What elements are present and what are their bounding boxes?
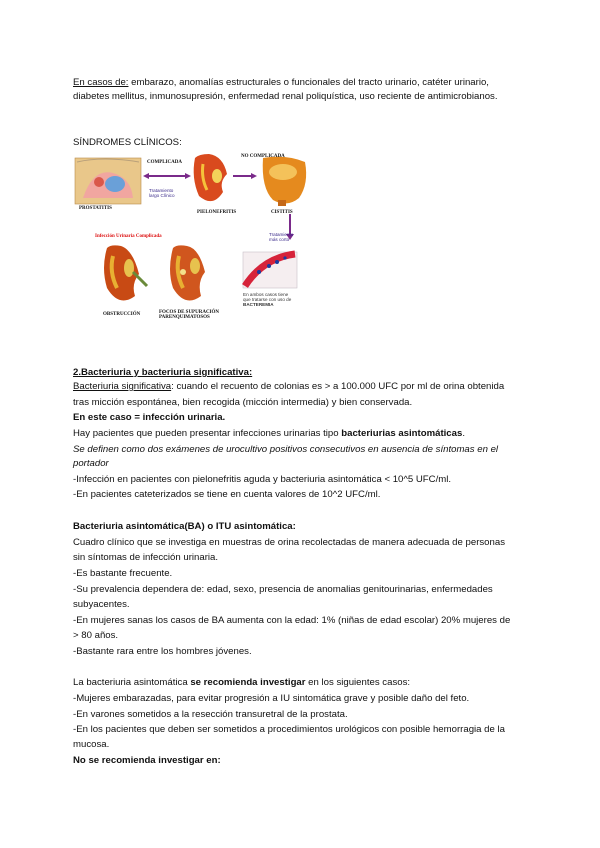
intro-line-1 bbox=[73, 76, 533, 89]
treatment-long-note: Tratamiento largo Clínico bbox=[149, 188, 175, 198]
section2-def-line-2: tras micción espontánea, bien recogida (micción intermedia) y bien conservada. bbox=[73, 397, 413, 408]
section2-cat: -En pacientes cateterizados se tiene en cuenta valores de 10^2 UFC/ml. bbox=[73, 489, 381, 500]
bacteremia-note: En ambos casos tiene que tratarse con uso de BACTEREMIA bbox=[243, 292, 292, 307]
def-text-1: : cuando el recuento de colonias es > a 100.000 UFC por ml de orina obtenida bbox=[171, 381, 505, 392]
section2-title: 2.Bacteriuria y bacteriuria significativa: bbox=[73, 367, 253, 378]
section2-italic-2: portador bbox=[73, 458, 109, 469]
def-label: Bacteriuria significativa bbox=[73, 381, 172, 392]
pyelonephritis-image bbox=[194, 154, 227, 201]
complicada-label: COMPLICADA bbox=[147, 160, 182, 165]
intro-lead: En casos de: bbox=[73, 77, 129, 88]
ba-title: Bacteriuria asintomática(BA) o ITU asintomática: bbox=[73, 521, 296, 532]
section2-italic-1: Se definen como dos exámenes de urocultivo positivos consecutivos en ausencia de síntomas en el bbox=[73, 444, 499, 455]
ba-line-5: subyacentes. bbox=[73, 599, 130, 610]
section2-case: En este caso = infección urinaria. bbox=[73, 412, 226, 423]
ba-line-7: > 80 años. bbox=[73, 630, 119, 641]
ba-line-4: -Su prevalencia dependera de: edad, sexo, presencia de anomalias genitourinarias, enfermedades bbox=[73, 584, 493, 595]
syndromes-heading: SÍNDROMES CLÍNICOS: bbox=[73, 137, 182, 148]
clinical-syndromes-figure bbox=[73, 148, 333, 328]
section2-asympt: Hay pacientes que pueden presentar infecciones urinarias tipo bacteriurias asintomáticas. bbox=[73, 428, 465, 439]
investigar-item-1: -Mujeres embarazadas, para evitar progresión a IU sintomática grave y posible daño del feto. bbox=[73, 693, 470, 704]
intro-text-1: embarazo, anomalías estructurales o funcionales del tracto urinario, catéter urinario, bbox=[128, 77, 489, 88]
cystitis-label: CISTITIS bbox=[271, 210, 293, 215]
ba-line-2: sin síntomas de infección urinaria. bbox=[73, 552, 219, 563]
complicated-infection-label: Infección Urinaria Complicada bbox=[95, 234, 162, 239]
ba-line-8: -Bastante rara entre los hombres jóvenes. bbox=[73, 646, 252, 657]
section2-pielo: -Infección en pacientes con pielonefritis aguda y bacteriuria asintomática < 10^5 UFC/ml. bbox=[73, 474, 452, 485]
suppuration-image bbox=[170, 245, 205, 300]
intro-line-2: diabetes mellitus, inmunosupresión, enfermedad renal poliquística, uso reciente de antimicrobianos. bbox=[73, 91, 498, 102]
ba-line-3: -Es bastante frecuente. bbox=[73, 568, 173, 579]
cystitis-image bbox=[263, 157, 306, 204]
treatment-short-note: Tratamiento más corto bbox=[269, 232, 294, 242]
obstruction-label: OBSTRUCCIÓN bbox=[103, 312, 141, 317]
suppuration-label: FOCOS DE SUPURACIÓN PARENQUIMATOSOS bbox=[159, 310, 220, 320]
ba-line-6: -En mujeres sanas los casos de BA aumenta con la edad: 1% (niñas de edad escolar) 20% mujeres de bbox=[73, 615, 511, 626]
investigar-no: No se recomienda investigar en: bbox=[73, 755, 221, 766]
section2-def-line-1 bbox=[73, 380, 533, 393]
investigar-item-3: -En los pacientes que deben ser sometidos a procedimientos urológicos con posible hemorragia de la bbox=[73, 724, 505, 735]
investigar-item-2: -En varones sometidos a la resección transuretral de la prostata. bbox=[73, 709, 348, 720]
ba-line-1: Cuadro clínico que se investiga en muestras de orina recolectadas de manera adecuada de personas bbox=[73, 537, 505, 548]
investigar-intro: La bacteriuria asintomática se recomienda investigar en los siguientes casos: bbox=[73, 677, 411, 688]
investigar-item-4: mucosa. bbox=[73, 739, 110, 750]
no-complicada-label: NO COMPLICADA bbox=[241, 154, 285, 159]
pyelonephritis-label: PIELONEFRITIS bbox=[197, 210, 237, 215]
prostatitis-label: PROSTATITIS bbox=[79, 206, 112, 211]
